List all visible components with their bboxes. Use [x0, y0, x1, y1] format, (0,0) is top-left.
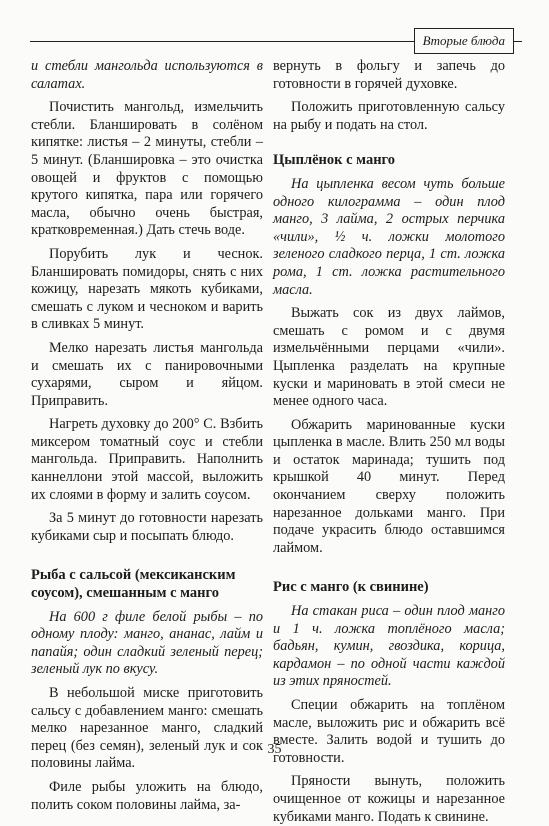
- paragraph: и стебли мангольда используются в салатах.: [31, 58, 263, 92]
- running-title: Вторые блюда: [414, 28, 514, 54]
- ingredients: На 600 г филе белой рыбы – по одному плоду: манго, ананас, лайм и папайя; один сладкий зеленый перец; зеленый лук по вкусу.: [31, 608, 263, 678]
- paragraph: Специи обжарить на топлёном масле, выложить рис и обжарить всё вместе. Залить водой и тушить до готовности.: [273, 697, 505, 766]
- paragraph: Пряности вынуть, положить очищенное от кожицы и нарезанное кубиками манго. Подать к свинине.: [273, 773, 505, 825]
- paragraph: Положить приготовленную сальсу на рыбу и подать на стол.: [273, 99, 505, 133]
- paragraph: Филе рыбы уложить на блюдо, полить соком половины лайма, за-: [31, 778, 263, 813]
- paragraph: вернуть в фольгу и запечь до готовности в горячей духовке.: [273, 58, 505, 92]
- ingredients: На цыпленка весом чуть больше одного килограмма – один плод манго, 3 лайма, 2 острых перчика «чили», ½ ч. ложки молотого зеленого сладкого перца, 1 ст. ложка рома, 1 ст. ложка растительного масла.: [273, 175, 505, 298]
- paragraph: За 5 минут до готовности нарезать кубиками сыр и посыпать блюдо.: [31, 510, 263, 544]
- recipe-title: Рыба с сальсой (мексиканским соусом), смешанным с манго: [31, 567, 236, 602]
- paragraph: В небольшой миске приготовить сальсу с добавлением манго: смешать мелко нарезанное манго, сладкий перец (без семян), зеленый лук и сок половины лайма.: [31, 685, 263, 772]
- paragraph: Обжарить маринованные куски цыпленка в масле. Влить 250 мл воды и остаток маринада; тушить под крышкой 40 минут. Перед окончанием сверху положить нарезанное дольками манго. При подаче украсить блюдо оставшимся лаймом.: [273, 416, 505, 556]
- paragraph: Нагреть духовку до 200° С. Взбить миксером томатный соус и стебли мангольда. Приправить. Наполнить каннеллони этой массой, выложить их слоями в форму и залить соусом.: [31, 416, 263, 503]
- page-number: 35: [267, 742, 282, 757]
- paragraph: Мелко нарезать листья мангольда и смешать их с панировочными сухарями, сыром и яйцом. Приправить.: [31, 339, 263, 409]
- paragraph: Порубить лук и чеснок. Бланшировать помидоры, снять с них кожицу, нарезать мякоть кубиками, смешать с луком и чесноком и варить в сливках 5 минут.: [31, 245, 263, 333]
- left-column: [31, 58, 263, 814]
- paragraph: Почистить мангольд, измельчить стебли. Бланшировать в солёном кипятке: листья – 2 минуты, стебли – 5 минут. (Бланшировка – это очистка овощей и фруктов с помощью крутого кипятка, пара или горячего масла, обычно очень быстрая, кратковременная.) Дать стечь воде.: [31, 99, 263, 239]
- ingredients: На стакан риса – один плод манго и 1 ч. ложка топлёного масла; бадьян, кумин, гвоздика, корица, кардамон – по одной части каждой из этих пряностей.: [273, 603, 505, 690]
- recipe-title: Рис с манго (к свинине): [273, 579, 429, 596]
- recipe-title: Цыплёнок с манго: [273, 152, 396, 169]
- paragraph: Выжать сок из двух лаймов, смешать с ромом и с двумя измельчёнными перцами «чили». Цыпленка разделать на крупные куски и мариновать в этой смеси не менее одного часа.: [273, 305, 505, 410]
- right-column: [273, 58, 505, 826]
- running-header: [30, 28, 522, 52]
